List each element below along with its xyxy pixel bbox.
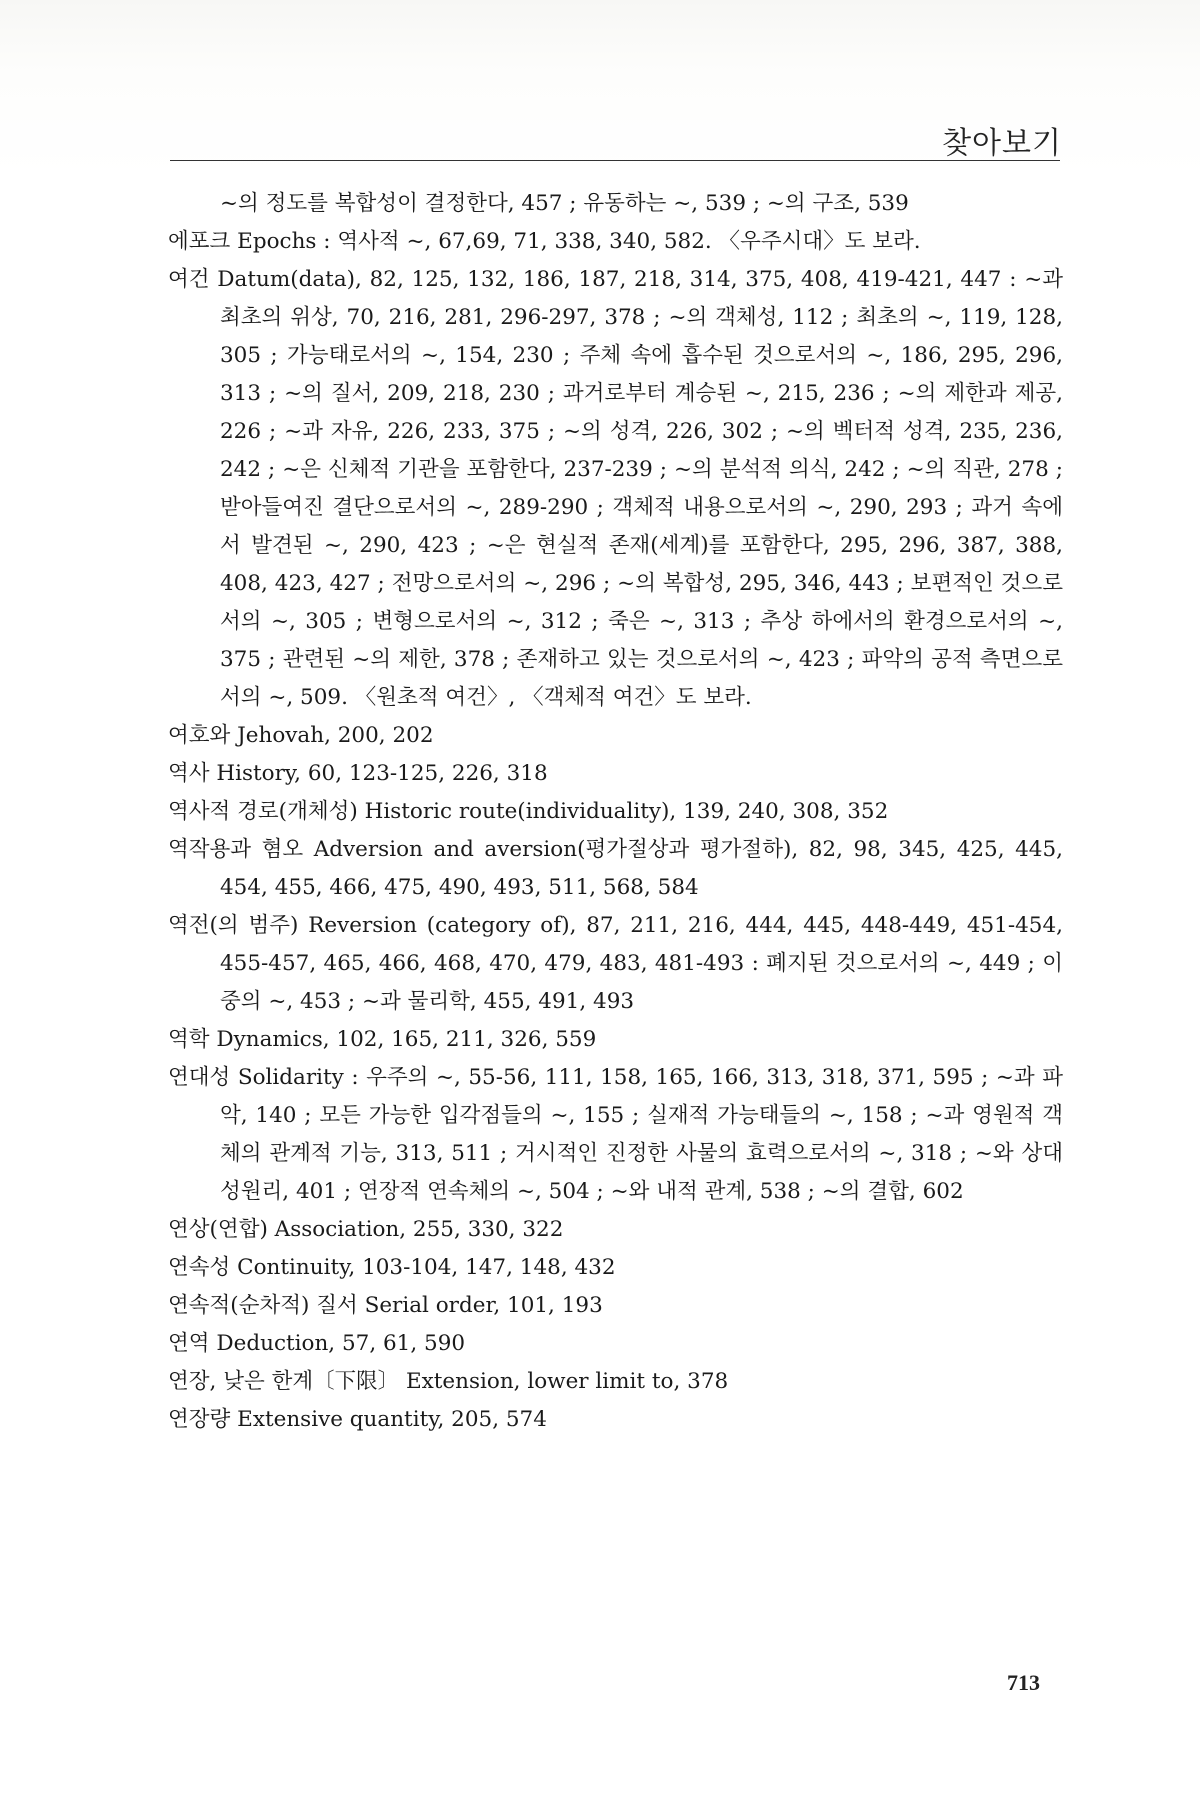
running-header: 찾아보기 [942, 126, 1062, 161]
index-entry-extension: 연장, 낮은 한계〔下限〕 Extension, lower limit to, 378 [168, 1369, 729, 1394]
index-entry-history: 역사 History, 60, 123-125, 226, 318 [168, 761, 548, 786]
index-entry-epochs: 에포크 Epochs : 역사적 ~, 67,69, 71, 338, 340, 582. 〈우주시대〉도 보라. [168, 229, 921, 254]
page-number: 713 [1007, 1670, 1040, 1695]
index-entry-serial-order: 연속적(순차적) 질서 Serial order, 101, 193 [168, 1293, 603, 1318]
header-rule [170, 160, 1060, 161]
index-body [168, 185, 1063, 1439]
index-entry-solidarity: 연대성 Solidarity : 우주의 ~, 55-56, 111, 158, 165, 166, 313, 318, 371, 595 ; ~과 파악, 140 ; 모든 가능한 입각점들의 ~, 155 ; 실재적 가능태들의 ~, 158 ; ~과 영원적 객체의 관계적 기능, 313, 511 ; 거시적인 진정한 사물의 효력으로서의 ~, 318 ; ~와 상대성원리, 401 ; 연장적 연속체의 ~, 504 ; ~와 내적 관계, 538 ; ~의 결합, 602 [168, 1065, 1063, 1204]
index-entry-datum: 여건 Datum(data), 82, 125, 132, 186, 187, 218, 314, 375, 408, 419-421, 447 : ~과 최초의 위상, 70, 216, 281, 296-297, 378 ; ~의 객체성, 112 ; 최초의 ~, 119, 128, 305 ; 가능태로서의 ~, 154, 230 ; 주체 속에 흡수된 것으로서의 ~, 186, 295, 296, 313 ; ~의 질서, 209, 218, 230 ; 과거로부터 계승된 ~, 215, 236 ; ~의 제한과 제공, 226 ; ~과 자유, 226, 233, 375 ; ~의 성격, 226, 302 ; ~의 벡터적 성격, 235, 236, 242 ; ~은 신체적 기관을 포함한다, 237-239 ; ~의 분석적 의식, 242 ; ~의 직관, 278 ; 받아들여진 결단으로서의 ~, 289-290 ; 객체적 내용으로서의 ~, 290, 293 ; 과거 속에서 발견된 ~, 290, 423 ; ~은 현실적 존재(세계)를 포함한다, 295, 296, 387, 388, 408, 423, 427 ; 전망으로서의 ~, 296 ; ~의 복합성, 295, 346, 443 ; 보편적인 것으로서의 ~, 305 ; 변형으로서의 ~, 312 ; 죽은 ~, 313 ; 추상 하에서의 환경으로서의 ~, 375 ; 관련된 ~의 제한, 378 ; 존재하고 있는 것으로서의 ~, 423 ; 파악의 공적 측면으로서의 ~, 509. 〈원초적 여건〉, 〈객체적 여건〉도 보라. [168, 267, 1063, 710]
index-entry-reversion: 역전(의 범주) Reversion (category of), 87, 211, 216, 444, 445, 448-449, 451-454, 455-457, 465, 466, 468, 470, 479, 483, 481-493 : 폐지된 것으로서의 ~, 449 ; 이중의 ~, 453 ; ~과 물리학, 455, 491, 493 [168, 913, 1063, 1014]
index-entry-association: 연상(연합) Association, 255, 330, 322 [168, 1217, 564, 1242]
index-entry-jehovah: 여호와 Jehovah, 200, 202 [168, 723, 434, 748]
index-entry-extensive-quantity: 연장량 Extensive quantity, 205, 574 [168, 1407, 547, 1432]
index-entry-dynamics: 역학 Dynamics, 102, 165, 211, 326, 559 [168, 1027, 597, 1052]
index-entry-continuity: 연속성 Continuity, 103-104, 147, 148, 432 [168, 1255, 616, 1280]
index-entry-historic-route: 역사적 경로(개체성) Historic route(individuality), 139, 240, 308, 352 [168, 799, 889, 824]
index-entry-continued: ~의 정도를 복합성이 결정한다, 457 ; 유동하는 ~, 539 ; ~의 구조, 539 [220, 191, 909, 216]
index-entry-adversion: 역작용과 혐오 Adversion and aversion(평가절상과 평가절하), 82, 98, 345, 425, 445, 454, 455, 466, 475, 490, 493, 511, 568, 584 [168, 837, 1063, 900]
index-entry-deduction: 연역 Deduction, 57, 61, 590 [168, 1331, 466, 1356]
